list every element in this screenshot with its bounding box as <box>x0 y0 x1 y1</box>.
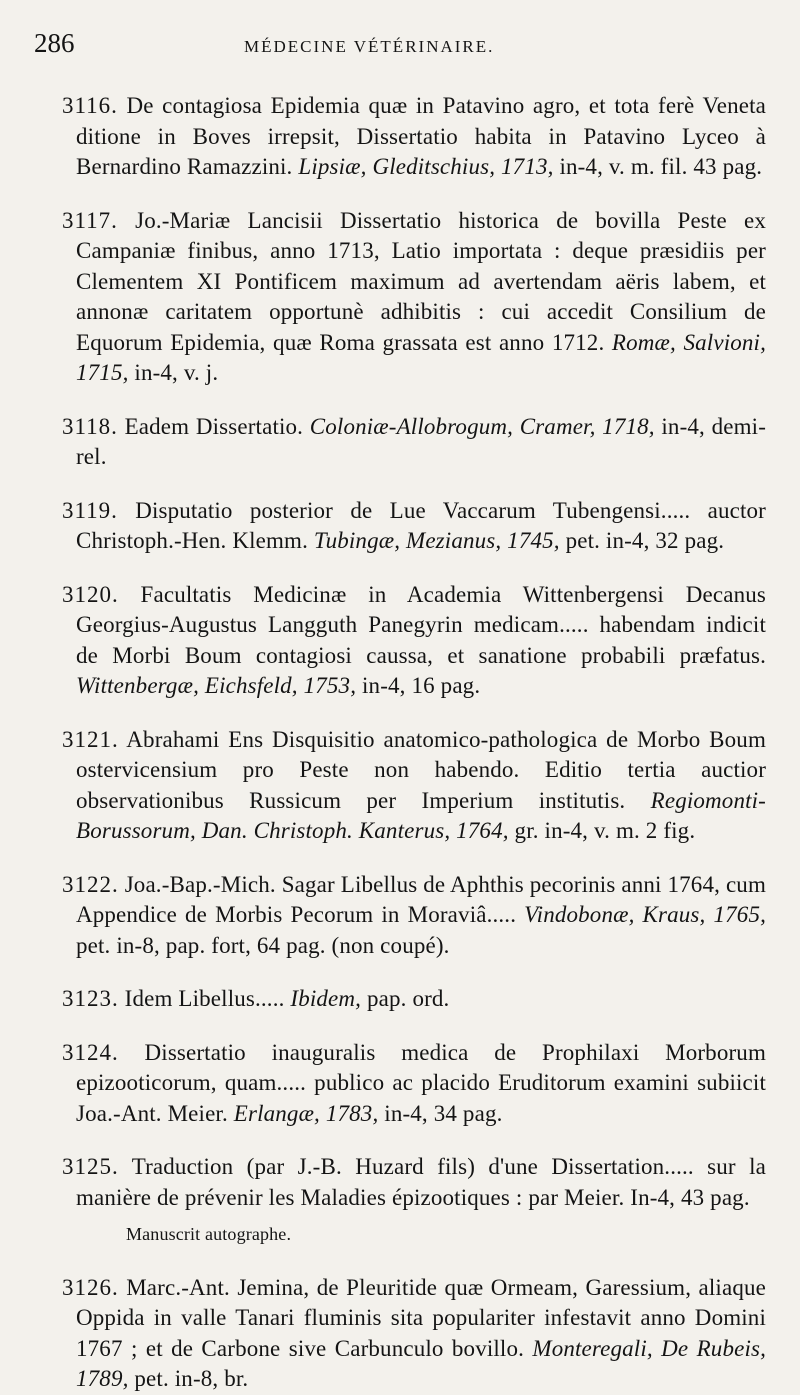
catalog-entry <box>62 496 766 557</box>
entry-format: in-4, 34 pag. <box>384 1100 503 1126</box>
entry-number: 3121. <box>62 726 119 752</box>
catalog-entry <box>62 725 766 847</box>
catalog-entry <box>62 206 766 389</box>
catalog-entry <box>62 1152 766 1250</box>
catalog-entry <box>62 580 766 702</box>
entry-number: 3126. <box>62 1274 119 1300</box>
entry-imprint: Ibidem, <box>290 986 362 1011</box>
running-head-title: MÉDECINE VÉTÉRINAIRE. <box>244 37 495 56</box>
entry-imprint: Regiomonti-Borussorum, Dan. Christoph. Kanterus, 1764, <box>76 787 766 843</box>
entry-imprint: Vindobonæ, Kraus, 1765, <box>524 902 766 927</box>
entry-text: Dissertatio inauguralis medica de Prophilaxi Morborum epizooticorum, quam..... publico ac placido Eruditorum examini subiicit Joa.-Ant. Meier. <box>76 1039 766 1126</box>
entry-format: pet. in-8, pap. fort, 64 pag. (non coupé). <box>76 932 450 958</box>
entry-number: 3120. <box>62 581 119 607</box>
entry-text: Facultatis Medicinæ in Academia Wittenbergensi Decanus Georgius-Augustus Langguth Panegyrin medicam..... habendam indicit de Morbi Boum contagiosi caussa, et sanatione probabili præfatus. <box>76 581 766 668</box>
entry-imprint: Coloniæ-Allobrogum, Cramer, 1718, <box>309 413 655 439</box>
entry-format: pet. in-8, br. <box>134 1366 249 1391</box>
entry-format: in-4, v. j. <box>134 360 219 385</box>
catalog-entry <box>62 91 766 183</box>
entry-number: 3122. <box>62 871 119 897</box>
entry-number: 3124. <box>62 1039 119 1065</box>
entry-format: pet. in-4, 32 pag. <box>565 528 725 553</box>
entry-number: 3125. <box>62 1154 119 1179</box>
entry-imprint: Romæ, Salvioni, 1715, <box>76 329 766 385</box>
entry-format: gr. in-4, v. m. 2 fig. <box>514 818 696 843</box>
entry-text: Traduction (par J.-B. Huzard fils) d'une Dissertation..... sur la manière de prévenir les Maladies épizootiques : par Meier. In-4, 43 pag. <box>76 1154 766 1210</box>
entry-format: in-4, demi-rel. <box>76 413 766 469</box>
running-head <box>34 28 766 68</box>
entry-text: Disputatio posterior de Lue Vaccarum Tubengensi..... auctor Christoph.-Hen. Klemm. <box>76 497 766 553</box>
page-number: 286 <box>34 28 75 58</box>
entry-note: Manuscrit autographe. <box>126 1224 292 1244</box>
catalog-entry <box>62 1038 766 1130</box>
entry-text: De contagiosa Epidemia quæ in Patavino agro, et tota ferè Veneta ditione in Boves irrepsit, Dissertatio habita in Patavino Lyceo à Bernardino Ramazzini. <box>76 93 766 179</box>
entry-imprint: Tubingæ, Mezianus, 1745, <box>313 528 560 553</box>
catalog-entry <box>62 1273 766 1395</box>
entry-number: 3117. <box>62 207 118 233</box>
entry-number: 3119. <box>62 497 118 523</box>
entry-imprint: Erlangæ, 1783, <box>233 1100 379 1126</box>
entry-imprint: Lipsiæ, Gleditschius, 1713, <box>298 154 554 179</box>
entry-text: Joa.-Bap.-Mich. Sagar Libellus de Aphthis pecorinis anni 1764, cum Appendice de Morbis Pecorum in Moraviâ..... <box>76 871 766 927</box>
entry-text: Jo.-Mariæ Lancisii Dissertatio historica de bovilla Peste ex Campaniæ finibus, anno 1713, Latio importata : deque præsidiis per Clementem XI Pontificem maximum ad avertendam aëris labem, et annonæ caritatem opportunè adhibitis : cui accedit Consilium de Equorum Epidemia, quæ Roma grassata est anno 1712. <box>76 207 766 355</box>
entry-number: 3123. <box>62 986 119 1011</box>
entry-number: 3116. <box>62 93 118 118</box>
entry-format: in-4, v. m. fil. 43 pag. <box>559 154 763 179</box>
catalog-entry <box>62 412 766 473</box>
entry-format: in-4, 16 pag. <box>362 673 481 698</box>
catalog-entries <box>62 91 766 1395</box>
entry-number: 3118. <box>62 413 118 439</box>
entry-text: Eadem Dissertatio. <box>124 413 304 439</box>
catalog-entry <box>62 984 766 1015</box>
entry-format: pap. ord. <box>366 986 450 1011</box>
entry-imprint: Monteregali, De Rubeis, 1789, <box>76 1335 766 1391</box>
entry-text: Marc.-Ant. Jemina, de Pleuritide quæ Ormeam, Garessium, aliaque Oppida in valle Tanari fluminis sita populariter infestavit anno Domini 1767 ; et de Carbone sive Carbunculo bovillo. <box>76 1274 766 1361</box>
catalog-entry <box>62 870 766 962</box>
entry-imprint: Wittenbergæ, Eichsfeld, 1753, <box>76 673 357 698</box>
entry-text: Abrahami Ens Disquisitio anatomico-pathologica de Morbo Boum ostervicensium pro Peste non habendo. Editio tertia auctior observationibus Russicum per Imperium institutis. <box>76 726 766 813</box>
entry-text: Idem Libellus..... <box>124 986 285 1011</box>
